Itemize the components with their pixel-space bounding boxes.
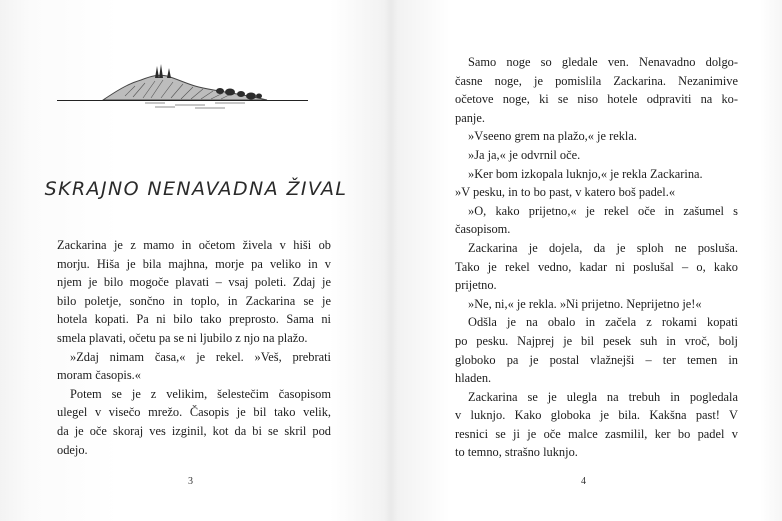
text-line: Zackarina je z mamo in očetom živela v hiši ob [57,238,331,252]
text-line: Odšla je na obalo in začela z rokami kopati [468,315,738,330]
text-line: to temno, strašno luknjo. [455,445,578,460]
text-line: hotela kopati. Pa ni bilo tako preprosto. Sama ni [57,312,331,327]
text-line: smela plavati, očetu pa se ni ljubilo z njo na plažo. [57,330,308,345]
text-line: »Ja ja,« je odvrnil oče. [468,147,581,162]
text-line: časne noge, je pomislila Zackarina. Nezanimive [455,73,738,88]
text-line: časopisom. [455,222,511,237]
text-line: da je oče skoraj ves izginil, kot da bi se skril pod [57,423,331,438]
text-line: hladen. [455,371,492,386]
text-line: »O, kako prijetno,« je rekel oče in zašumel s [468,203,738,218]
text-line: »Ker bom izkopala luknjo,« je rekla Zackarina. [468,166,703,181]
text-line: Tako je rekel vedno, kadar ni poslušal – o, kako [455,259,738,274]
text-line: ulegel v visečo mrežo. Časopis je bil tako velik, [57,405,331,420]
text-line: po pesku. Najprej je bil pesek suh in vroč, bolj [455,333,738,348]
text-line: v luknjo. Kako globoka je bila. Kakšna past! V [455,408,738,423]
chapter-title: SKRAJNO NENAVADNA ŽIVAL [44,178,348,200]
text-line: očetove noge, ki se niso hotele odpraviti na ko- [455,92,738,107]
text-line: »V pesku, in to bo past, v katero boš padel.« [455,185,676,200]
text-line: Zackarina je dojela, da je sploh ne posluša. [468,240,738,255]
right-page-text [455,53,738,462]
right-page [391,0,782,521]
text-line: »Vseeno grem na plažo,« je rekla. [468,129,637,144]
text-line: »Ne, ni,« je rekla. »Ni prijetno. Neprijetno je!« [468,296,702,311]
text-line: resnici se ji je oče malce zasmilil, ker bo padel v [455,426,738,441]
island-illustration [55,56,310,112]
text-line: njem je bilo mogoče plavati – vsaj poleti. Zdaj je [57,275,331,290]
text-line: prijetno. [455,278,497,293]
text-line: morju. Hiša je bila majhna, morje pa veliko in v [57,256,331,271]
text-line: Samo noge so gledale ven. Nenavadno dolgo- [468,55,738,69]
text-line: Potem se je z velikim, šelestečim časopisom [70,386,331,401]
text-line: panje. [455,110,485,125]
text-line: moram časopis.« [57,368,141,383]
text-line: globoko pa je postal vlažnejši – ter temen in [455,352,738,367]
text-line: odejo. [57,442,88,457]
page-number-right: 4 [581,476,586,487]
text-line: bilo poletje, sončno in toplo, in Zackarina se je [57,293,331,308]
text-line: »Zdaj nimam časa,« je rekel. »Veš, prebrati [70,349,331,364]
page-number-left: 3 [188,476,193,487]
text-line: Zackarina se je ulegla na trebuh in pogledala [468,389,738,404]
left-page-text [57,236,331,459]
